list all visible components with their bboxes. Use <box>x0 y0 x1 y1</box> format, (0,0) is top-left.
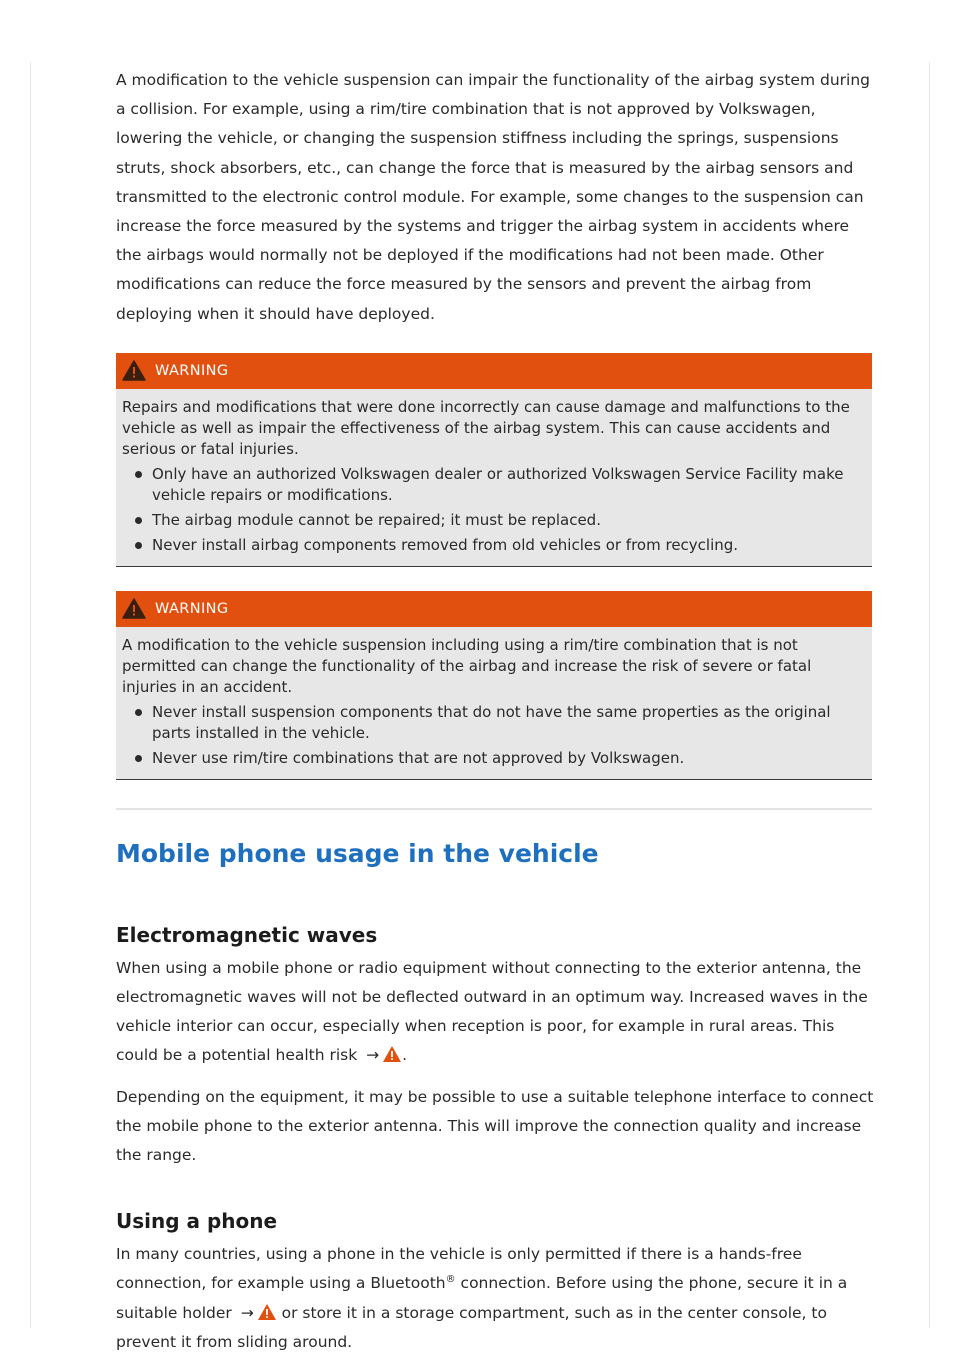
subsection-heading-using-phone: Using a phone <box>116 1209 278 1234</box>
warning-text: Repairs and modifications that were done incorrectly can cause damage and malfunctions to the vehicle as well as impair the effectiveness of the airbag system. This can cause accidents and serious or fatal injuries. <box>122 397 850 458</box>
paragraph-end: . <box>402 1046 408 1065</box>
warning-triangle-icon <box>122 360 146 381</box>
right-margin-rule <box>929 62 930 1328</box>
warning-bullets <box>122 702 858 769</box>
warning-reference-icon[interactable] <box>382 1045 402 1063</box>
paragraph-text: In many countries, using a phone in the vehicle is only permitted if there is a hands-free connection, for example using a Bluetooth <box>116 1245 802 1293</box>
warning-box-2 <box>116 591 872 780</box>
paragraph-text: or store it in a storage compartment, such as in the center console, to prevent it from sliding around. <box>116 1303 827 1351</box>
paragraph-text: connection. Before using the phone, secure it in a suitable holder <box>116 1274 848 1322</box>
warning-bullets <box>122 464 858 556</box>
warning-bullet: The airbag module cannot be repaired; it must be replaced. <box>128 510 858 531</box>
section-title: Mobile phone usage in the vehicle <box>116 838 599 868</box>
warning-text: A modification to the vehicle suspension including using a rim/tire combination that is not permitted can change the functionality of the airbag and increase the risk of severe or fatal injuries in an accident. <box>122 635 812 696</box>
warning-bullet: Never install airbag components removed from old vehicles or from recycling. <box>128 535 858 556</box>
electromagnetic-paragraph-2: Depending on the equipment, it may be possible to use a suitable telephone interface to connect the mobile phone to the exterior antenna. This will improve the connection quality and increase the range. <box>116 1087 874 1165</box>
intro-paragraph: A modification to the vehicle suspension can impair the functionality of the airbag system during a collision. For example, using a rim/tire combination that is not approved by Volkswagen, lowering the vehicle, or changing the suspension stiffness including the springs, suspensions struts, shock absorbers, etc., can change the force that is measured by the airbag sensors and transmitted to the electronic control module. For example, some changes to the suspension can increase the force measured by the systems and trigger the airbag system in accidents where the airbags would normally not be deployed if the modifications had not been made. Other modifications can reduce the force measured by the sensors and prevent the airbag from deploying when it should have deployed. <box>116 71 870 323</box>
warning-triangle-icon <box>122 598 146 619</box>
warning-body <box>116 627 872 780</box>
using-phone-paragraph <box>116 1240 876 1357</box>
warning-header <box>116 353 872 389</box>
electromagnetic-paragraph-1 <box>116 954 876 1071</box>
registered-mark: ® <box>445 1274 456 1286</box>
warning-title: WARNING <box>155 362 229 379</box>
page-content <box>116 66 876 1357</box>
reference-arrow: → <box>240 1303 254 1322</box>
warning-bullet: Never install suspension components that do not have the same properties as the original parts installed in the vehicle. <box>128 702 858 744</box>
warning-title: WARNING <box>155 600 229 617</box>
reference-arrow: → <box>366 1046 380 1065</box>
warning-bullet: Only have an authorized Volkswagen dealer or authorized Volkswagen Service Facility make vehicle repairs or modifications. <box>128 464 858 506</box>
warning-reference-icon[interactable] <box>257 1303 277 1321</box>
warning-bullet: Never use rim/tire combinations that are not approved by Volkswagen. <box>128 748 858 769</box>
paragraph-text: When using a mobile phone or radio equipment without connecting to the exterior antenna, the electromagnetic waves will not be deflected outward in an optimum way. Increased waves in the vehicle interior can occur, especially when reception is poor, for example in rural areas. This could be a potential health risk <box>116 958 868 1065</box>
section-divider <box>116 808 872 810</box>
warning-box-1 <box>116 353 872 567</box>
left-margin-rule <box>30 62 31 1328</box>
warning-body <box>116 389 872 567</box>
warning-header <box>116 591 872 627</box>
subsection-heading-electromagnetic: Electromagnetic waves <box>116 922 378 947</box>
